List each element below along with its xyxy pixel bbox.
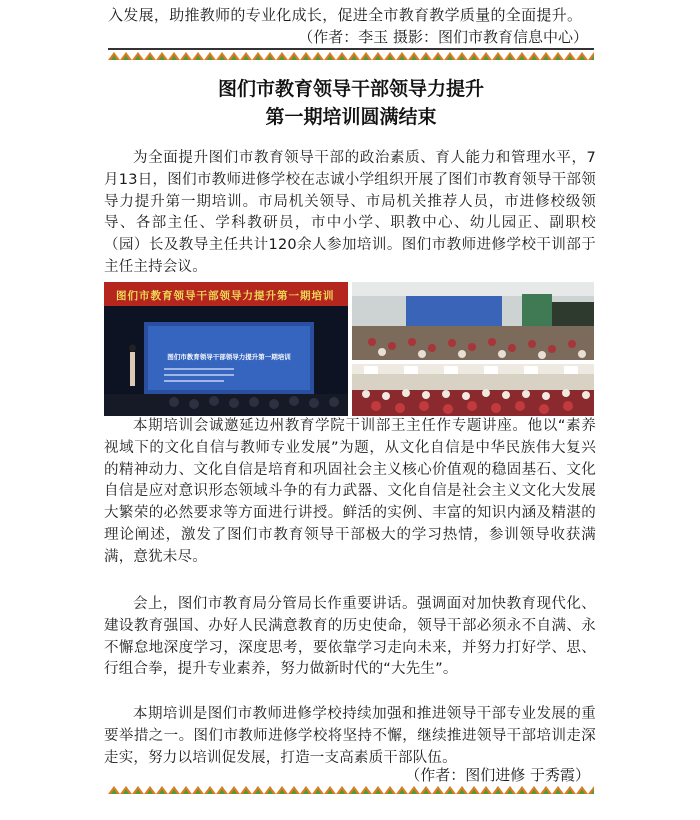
photo-audience <box>352 364 594 416</box>
article-credit: （作者：图们进修 于秀霞） <box>405 766 590 784</box>
photo-lecture-hall <box>104 282 348 416</box>
photo-screen-text: 图们市教育领导干部领导力提升第一期培训 <box>167 353 291 361</box>
photo-stage <box>352 282 594 360</box>
decorative-border-bottom <box>108 786 594 794</box>
article-paragraph-3: 会上，图们市教育局分管局长作重要讲话。强调面对加快教育现代化、建设教育强国、办好人民满意教育的历史使命，领导干部必须永不自满、永不懈怠地深度学习，深度思考，要依靠学习走向未来，并努力打好学、思、行组合拳，提升专业素养，努力做新时代的“大先生”。 <box>104 596 596 678</box>
decorative-border-top <box>108 52 594 60</box>
previous-article-last-line: 入发展，助推教师的专业化成长，促进全市教育教学质量的全面提升。 <box>108 6 583 24</box>
previous-article-credit: （作者：李玉 摄影：图们市教育信息中心） <box>298 28 588 46</box>
article-paragraph-2: 本期培训会诚邀延边州教育学院干训部王主任作专题讲座。他以“素养视域下的文化自信与教师专业发展”为题，从文化自信是中华民族伟大复兴的精神动力、文化自信是培育和巩固社会主义核心价值观的稳固基石、文化自信是应对意识形态领域斗争的有力武器、文化自信是社会主义文化大发展大繁荣的必然要求等方面进行讲授。鲜活的实例、丰富的知识内涵及精湛的理论阐述，激发了图们市教育领导干部极大的学习热情，参训领导收获满满，意犹未尽。 <box>104 418 596 565</box>
article-title-line-2: 第一期培训圆满结束 <box>265 106 437 128</box>
photo-banner-text: 图们市教育领导干部领导力提升第一期培训 <box>116 290 335 302</box>
article-paragraph-1: 为全面提升图们市教育领导干部的政治素质、育人能力和管理水平，7月13日，图们市教师进修学校在志诚小学组织开展了图们市教育领导干部领导力提升第一期培训。市局机关领导、市局机关推荐人员，市进修校级领导、各部主任、学科教研员，市中小学、职教中心、幼儿园正、副职校（园）长及教导主任共计120余人参加培训。图们市教师进修学校干训部于主任主持会议。 <box>104 150 596 275</box>
section-divider <box>108 48 594 50</box>
article-title-line-1: 图们市教育领导干部领导力提升 <box>217 78 484 100</box>
article-paragraph-4: 本期培训是图们市教师进修学校持续加强和推进领导干部专业发展的重要举措之一。图们市教师进修学校将坚持不懈，继续推进领导干部培训走深走实，努力以培训促发展，打造一支高素质干部队伍。 <box>104 706 596 766</box>
